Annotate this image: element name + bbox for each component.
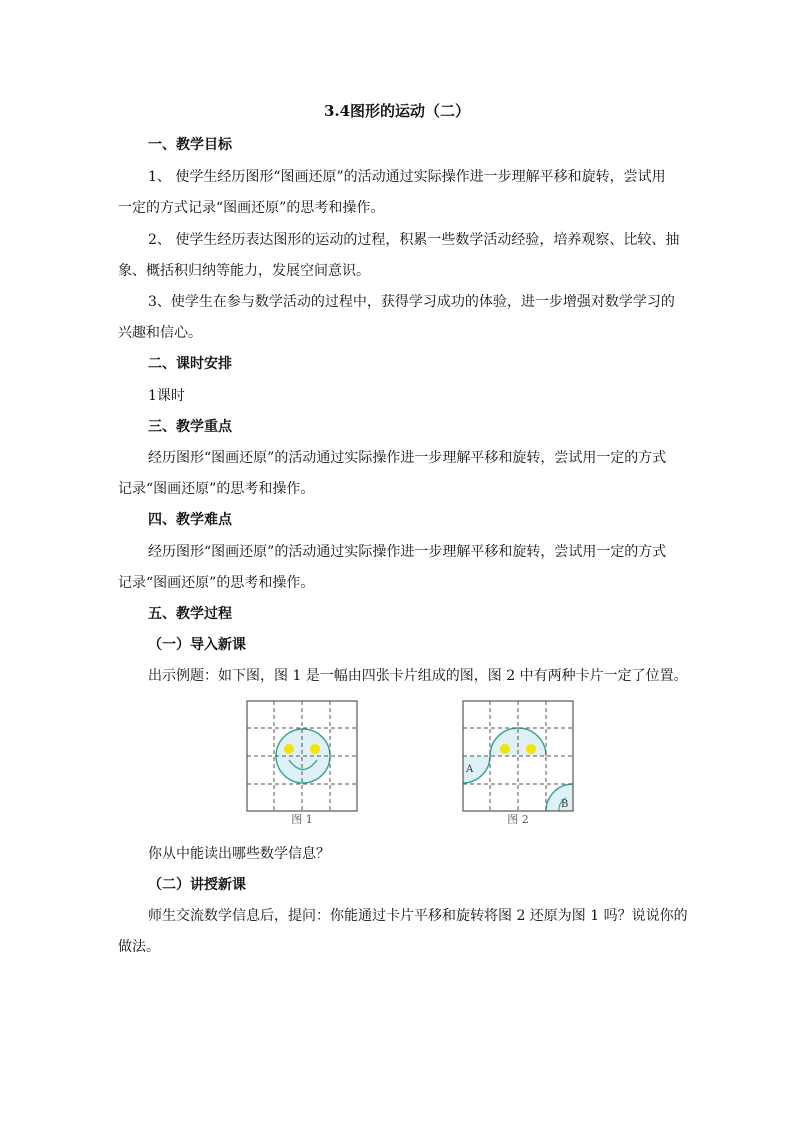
section-heading-goals: 一、教学目标 [148,137,232,153]
left-eye-icon [284,744,294,754]
right-eye-icon [526,744,536,754]
teach-line-1: 师生交流数学信息后，提问：你能通过卡片平移和旋转将图 2 还原为图 1 吗？说说你的 [148,908,688,924]
goal-2-line-2: 象、概括积归纳等能力，发展空间意识。 [118,263,370,279]
goal-2-line-1: 2、 使学生经历表达图形的运动的过程，积累一些数学活动经验，培养观察、比较、抽 [148,232,680,248]
key-line-1: 经历图形“图画还原”的活动通过实际操作进一步理解平移和旋转，尝试用一定的方式 [148,450,667,466]
difficulty-line-2: 记录“图画还原”的思考和操作。 [118,575,315,591]
figure-1 [246,700,358,826]
goal-3-line-1: 3、使学生在参与数学活动的过程中，获得学习成功的体验，进一步增强对数学学习的 [148,294,675,310]
section-heading-key: 三、教学重点 [148,419,232,435]
goal-1-line-1: 1、 使学生经历图形“图画还原”的活动通过实际操作进一步理解平移和旋转，尝试用 [148,169,666,185]
teach-line-2: 做法。 [118,939,160,955]
section-heading-schedule: 二、课时安排 [148,356,232,372]
figure-group [246,700,586,830]
card-a-label: A [466,764,474,775]
section-heading-process: 五、教学过程 [148,606,232,622]
left-eye-icon [500,744,510,754]
figure-2 [462,700,574,826]
card-b-label: B [561,799,569,810]
schedule-text: 1课时 [148,388,185,404]
difficulty-line-1: 经历图形“图画还原”的活动通过实际操作进一步理解平移和旋转，尝试用一定的方式 [148,544,667,560]
goal-1-line-2: 一定的方式记录“图画还原”的思考和操作。 [118,200,385,216]
figure-2-grid [462,700,574,812]
figure-1-grid [246,700,358,812]
section-heading-difficulty: 四、教学难点 [148,512,232,528]
question-text: 你从中能读出哪些数学信息？ [148,846,330,862]
figure-2-caption: 图 2 [507,813,529,826]
intro-text: 出示例题：如下图，图 1 是一幅由四张卡片组成的图，图 2 中有两种卡片一定了位置。 [148,668,688,684]
right-eye-icon [310,744,320,754]
subsection-heading-teach: （二）讲授新课 [148,877,246,893]
key-line-2: 记录“图画还原”的思考和操作。 [118,481,315,497]
goal-3-line-2: 兴趣和信心。 [118,325,202,341]
subsection-heading-intro: （一）导入新课 [148,637,246,653]
figure-1-caption: 图 1 [291,813,313,826]
document-title: 3.4图形的运动（二） [323,102,471,120]
